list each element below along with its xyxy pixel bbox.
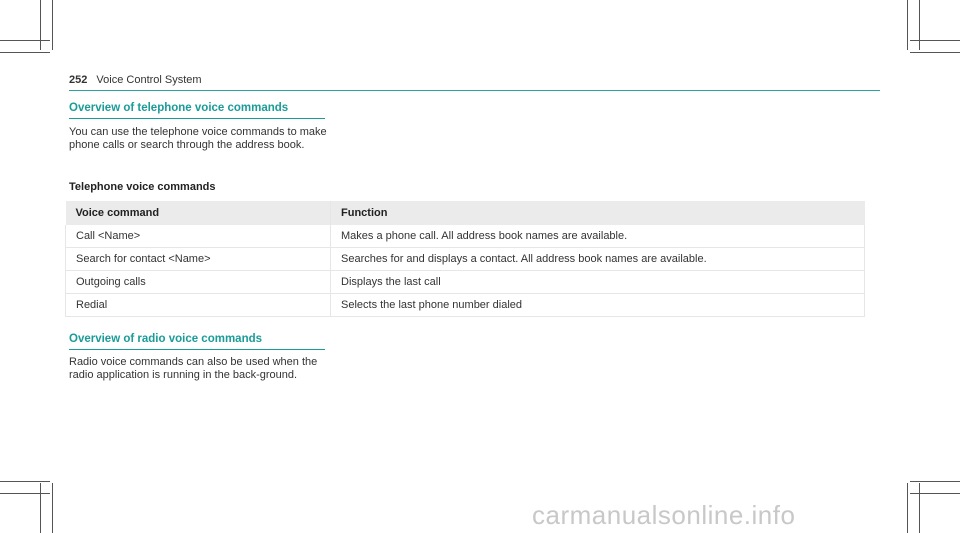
crop-mark bbox=[0, 481, 50, 482]
header-rule bbox=[69, 90, 880, 91]
crop-mark bbox=[0, 493, 50, 494]
table-cell-function: Searches for and displays a contact. All address book names are available. bbox=[331, 248, 865, 271]
crop-mark bbox=[919, 0, 920, 50]
radio-intro-text: Radio voice commands can also be used when the radio application is running in the back-ground. bbox=[69, 356, 318, 381]
header-section-title: Voice Control System bbox=[96, 74, 202, 86]
crop-mark bbox=[910, 40, 960, 41]
running-header bbox=[69, 74, 202, 86]
table-header-row bbox=[66, 201, 865, 225]
table-cell-command: Call <Name> bbox=[66, 225, 331, 248]
voice-commands-table bbox=[65, 201, 865, 317]
watermark: carmanualsonline.info bbox=[532, 500, 796, 530]
table-cell-command: Search for contact <Name> bbox=[66, 248, 331, 271]
crop-mark bbox=[40, 0, 41, 50]
crop-mark bbox=[907, 0, 908, 50]
crop-mark bbox=[910, 481, 960, 482]
crop-mark bbox=[0, 40, 50, 41]
crop-mark bbox=[919, 483, 920, 533]
section-rule-telephone bbox=[69, 118, 325, 119]
table-row bbox=[66, 248, 865, 271]
crop-mark bbox=[910, 52, 960, 53]
crop-mark bbox=[907, 483, 908, 533]
section-title-radio: Overview of radio voice commands bbox=[69, 333, 263, 345]
crop-mark bbox=[910, 493, 960, 494]
section-rule-radio bbox=[69, 349, 325, 350]
section-title-telephone: Overview of telephone voice commands bbox=[69, 102, 289, 114]
crop-mark bbox=[40, 483, 41, 533]
crop-mark bbox=[52, 483, 53, 533]
telephone-intro-text: You can use the telephone voice commands to make phone calls or search through the address book. bbox=[69, 126, 327, 151]
crop-mark bbox=[0, 52, 50, 53]
table-cell-command: Outgoing calls bbox=[66, 271, 331, 294]
table-heading: Telephone voice commands bbox=[69, 181, 216, 193]
table-row bbox=[66, 271, 865, 294]
page-number: 252 bbox=[69, 74, 88, 86]
table-cell-function: Selects the last phone number dialed bbox=[331, 294, 865, 317]
table-cell-function: Makes a phone call. All address book names are available. bbox=[331, 225, 865, 248]
table-cell-command: Redial bbox=[66, 294, 331, 317]
table-row bbox=[66, 294, 865, 317]
crop-mark bbox=[52, 0, 53, 50]
table-row bbox=[66, 225, 865, 248]
column-header-voice-command: Voice command bbox=[66, 201, 331, 225]
table-cell-function: Displays the last call bbox=[331, 271, 865, 294]
column-header-function: Function bbox=[331, 201, 865, 225]
